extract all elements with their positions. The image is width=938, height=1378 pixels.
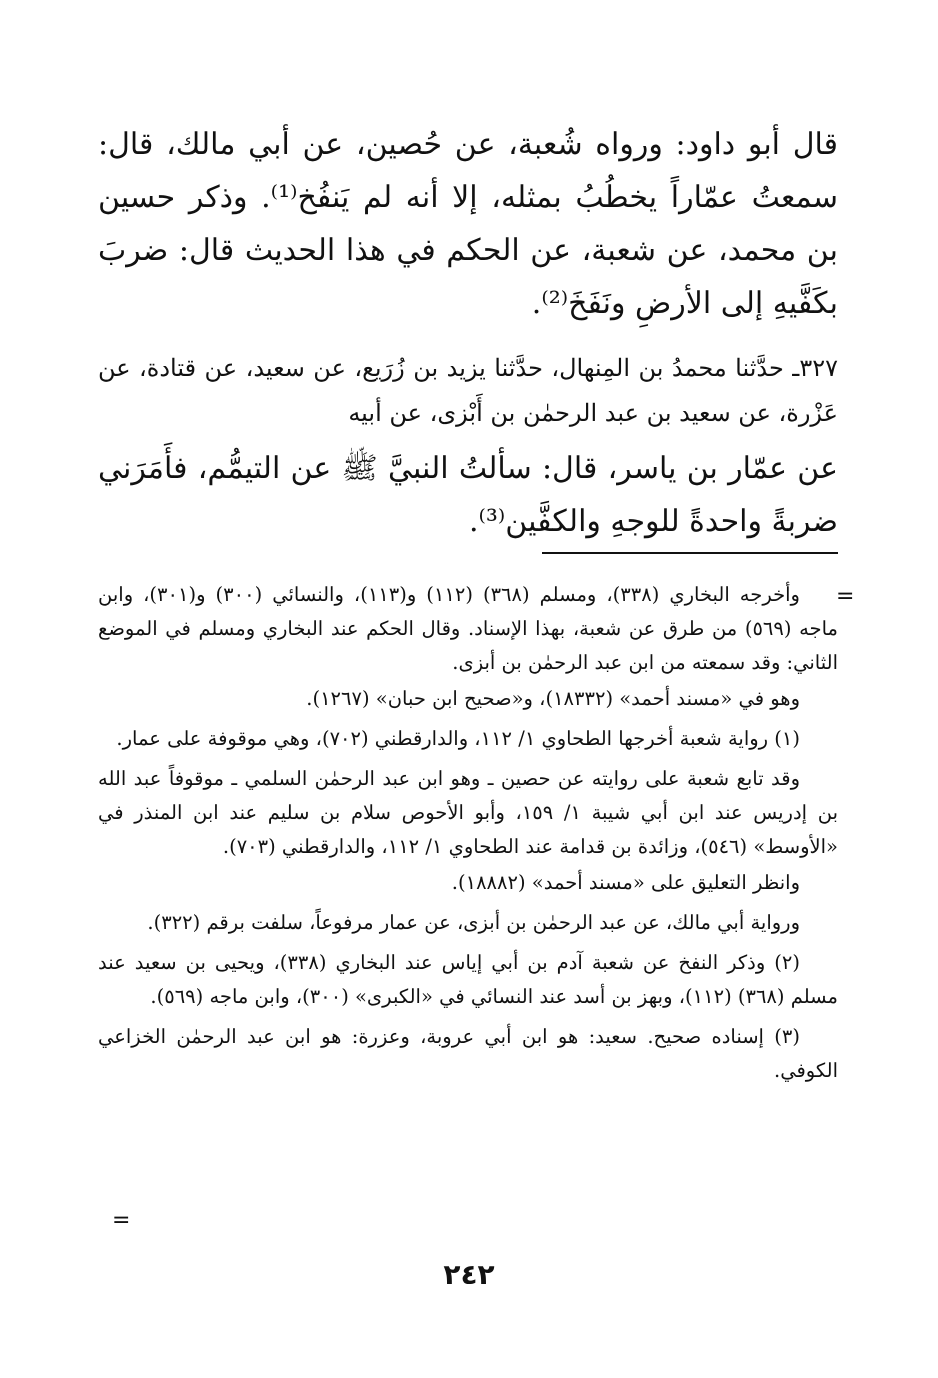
footnote-1-a: (١) رواية شعبة أخرجها الطحاوي ١/ ١١٢، والدارقطني (٧٠٢)، وهي موقوفة على عمار. <box>116 727 800 750</box>
footnote-continuation-2: وهو في «مسند أحمد» (١٨٣٣٢)، و«صحيح ابن حبان» (١٢٦٧). <box>306 687 800 710</box>
footnote-1-b: وقد تابع شعبة على روايته عن حصين ـ وهو ابن عبد الرحمٰن السلمي ـ موقوفاً عبد الله بن إدريس عند ابن أبي شيبة ١/ ١٥٩، وأبو الأحوص سلام بن سليم عند ابن المنذر في «الأوسط» (٥٤٦)، وزائدة بن قدامة عند الطحاوي ١/ ١١٢، والدارقطني (٧٠٣). <box>98 767 838 858</box>
hadith-327-chain-block <box>98 346 838 436</box>
hadith-327-text-block <box>98 442 838 548</box>
footnote-continuation-1: وأخرجه البخاري (٣٣٨)، ومسلم (٣٦٨) (١١٢) و(١١٣)، والنسائي (٣٠٠) و(٣٠١)، وابن ماجه (٥٦٩) من طرق عن شعبة، بهذا الإسناد. وقال الحكم عند البخاري ومسلم في الموضع الثاني: وقد سمعته من ابن عبد الرحمٰن بن أبزى. <box>98 583 838 674</box>
footnotes-section <box>98 578 838 1090</box>
footnote-separator-line <box>542 552 838 554</box>
hadith-327-matn: عن عمّار بن ياسر، قال: سألتُ النبيَّ ﷺ عن التيمُّم، فأَمَرَني ضربةً واحدةً للوجهِ والكفَّين⁽³⁾. <box>98 451 838 539</box>
footnote-3: (٣) إسناده صحيح. سعيد: هو ابن أبي عروبة، وعزرة: هو ابن عبد الرحمٰن الخزاعي الكوفي. <box>98 1025 838 1082</box>
footnote-1-c: وانظر التعليق على «مسند أحمد» (١٨٨٨٢). <box>451 871 800 894</box>
continuation-mark-top: = <box>836 584 855 609</box>
main-text-paragraph <box>98 118 838 330</box>
hadith-327-isnad: ٣٢٧ـ حدَّثنا محمدُ بن المِنهال، حدَّثنا يزيد بن زُرَيع، عن سعيد، عن قتادة، عن عَزْرة، عن سعيد بن عبد الرحمٰن بن أَبْزى، عن أبيه <box>98 354 838 427</box>
continuation-mark-bottom: = <box>112 1208 131 1233</box>
page-number: ٢٤٢ <box>443 1258 495 1291</box>
footnote-2: (٢) وذكر النفخ عن شعبة آدم بن أبي إياس عند البخاري (٣٣٨)، ويحيى بن سعيد عند مسلم (٣٦٨) (١١٢)، وبهز بن أسد عند النسائي في «الكبرى» (٣٠٠)، وابن ماجه (٥٦٩). <box>98 951 838 1008</box>
footnote-1-d: ورواية أبي مالك، عن عبد الرحمٰن بن أبزى، عن عمار مرفوعاً، سلفت برقم (٣٢٢). <box>147 911 800 934</box>
hadith-326-continuation: قال أبو داود: ورواه شُعبة، عن حُصين، عن أبي مالك، قال: سمعتُ عمّاراً يخطُبُ بمثله، إلا أنه لم يَنفُخ⁽¹⁾. وذكر حسين بن محمد، عن شعبة، عن الحكم في هذا الحديث قال: ضربَ بكَفَّيهِ إلى الأرضِ ونَفَخَ⁽²⁾. <box>98 127 839 321</box>
